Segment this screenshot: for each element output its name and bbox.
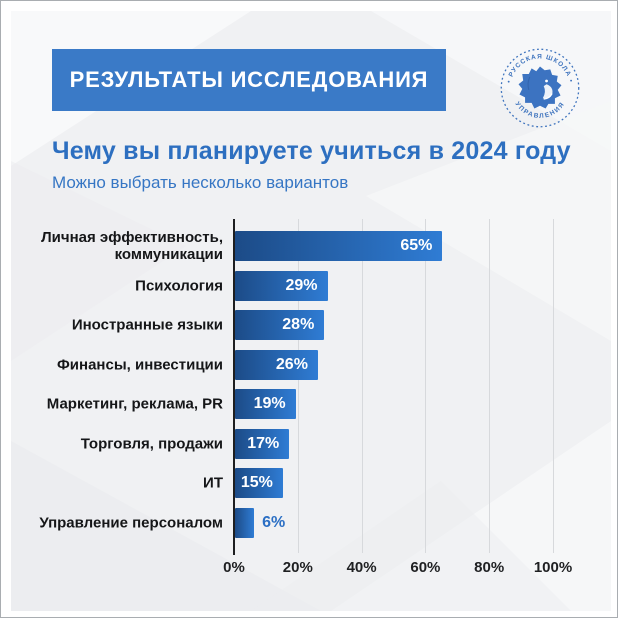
page-subtitle: Можно выбрать несколько вариантов [52, 173, 349, 192]
bar-value-label: 28% [282, 316, 315, 333]
category-label: Управление персоналом [39, 513, 223, 531]
x-tick-label-80: 80% [474, 559, 505, 576]
category-labels-column [39, 219, 223, 549]
category-label: Психология [135, 276, 223, 294]
y-axis-line [233, 219, 235, 555]
bar-row-5 [235, 429, 289, 459]
x-tick-label-40: 40% [346, 559, 377, 576]
category-label: Личная эффективность, коммуникации [41, 228, 223, 263]
bar-value-label: 15% [240, 474, 273, 491]
gridline-60 [425, 219, 426, 553]
gridline-40 [362, 219, 363, 553]
gridline-100 [553, 219, 554, 553]
results-header-label: РЕЗУЛЬТАТЫ ИССЛЕДОВАНИЯ [69, 67, 429, 92]
category-label: Финансы, инвестиции [57, 355, 223, 373]
x-tick-label-100: 100% [533, 559, 573, 576]
bar-value-label: 6% [262, 513, 286, 531]
category-label: Торговля, продажи [80, 434, 223, 452]
bar-value-label: 19% [253, 395, 286, 412]
bar-row-0 [235, 231, 442, 261]
bar-row-4 [235, 389, 296, 419]
x-tick-label-60: 60% [410, 559, 441, 576]
category-label: Маркетинг, реклама, PR [46, 395, 223, 413]
logo-top-text: • РУССКАЯ ШКОЛА • [505, 53, 575, 84]
category-label: Иностранные языки [71, 316, 223, 334]
bar-row-3 [235, 350, 318, 380]
x-tick-label-20: 20% [282, 559, 313, 576]
bar-row-2 [235, 310, 324, 340]
bar-row-1 [235, 271, 328, 301]
chart-plot-area [223, 219, 573, 576]
gridline-80 [489, 219, 490, 553]
page-title: Чему вы планируете учиться в 2024 году [52, 137, 571, 165]
infographic-canvas [11, 11, 611, 611]
bar-value-label: 17% [247, 434, 280, 452]
gridline-20 [298, 219, 299, 553]
bar-row-6 [235, 468, 283, 498]
bar-value-label: 29% [285, 276, 318, 294]
bar-row-7 [235, 508, 254, 538]
logo-bottom-text: УПРАВЛЕНИЯ [513, 100, 567, 121]
category-label: ИТ [203, 474, 223, 492]
x-tick-label-0: 0% [223, 559, 245, 576]
bar-value-label: 65% [400, 237, 433, 254]
bar-value-label: 26% [275, 355, 308, 373]
bar-chart [11, 11, 611, 611]
